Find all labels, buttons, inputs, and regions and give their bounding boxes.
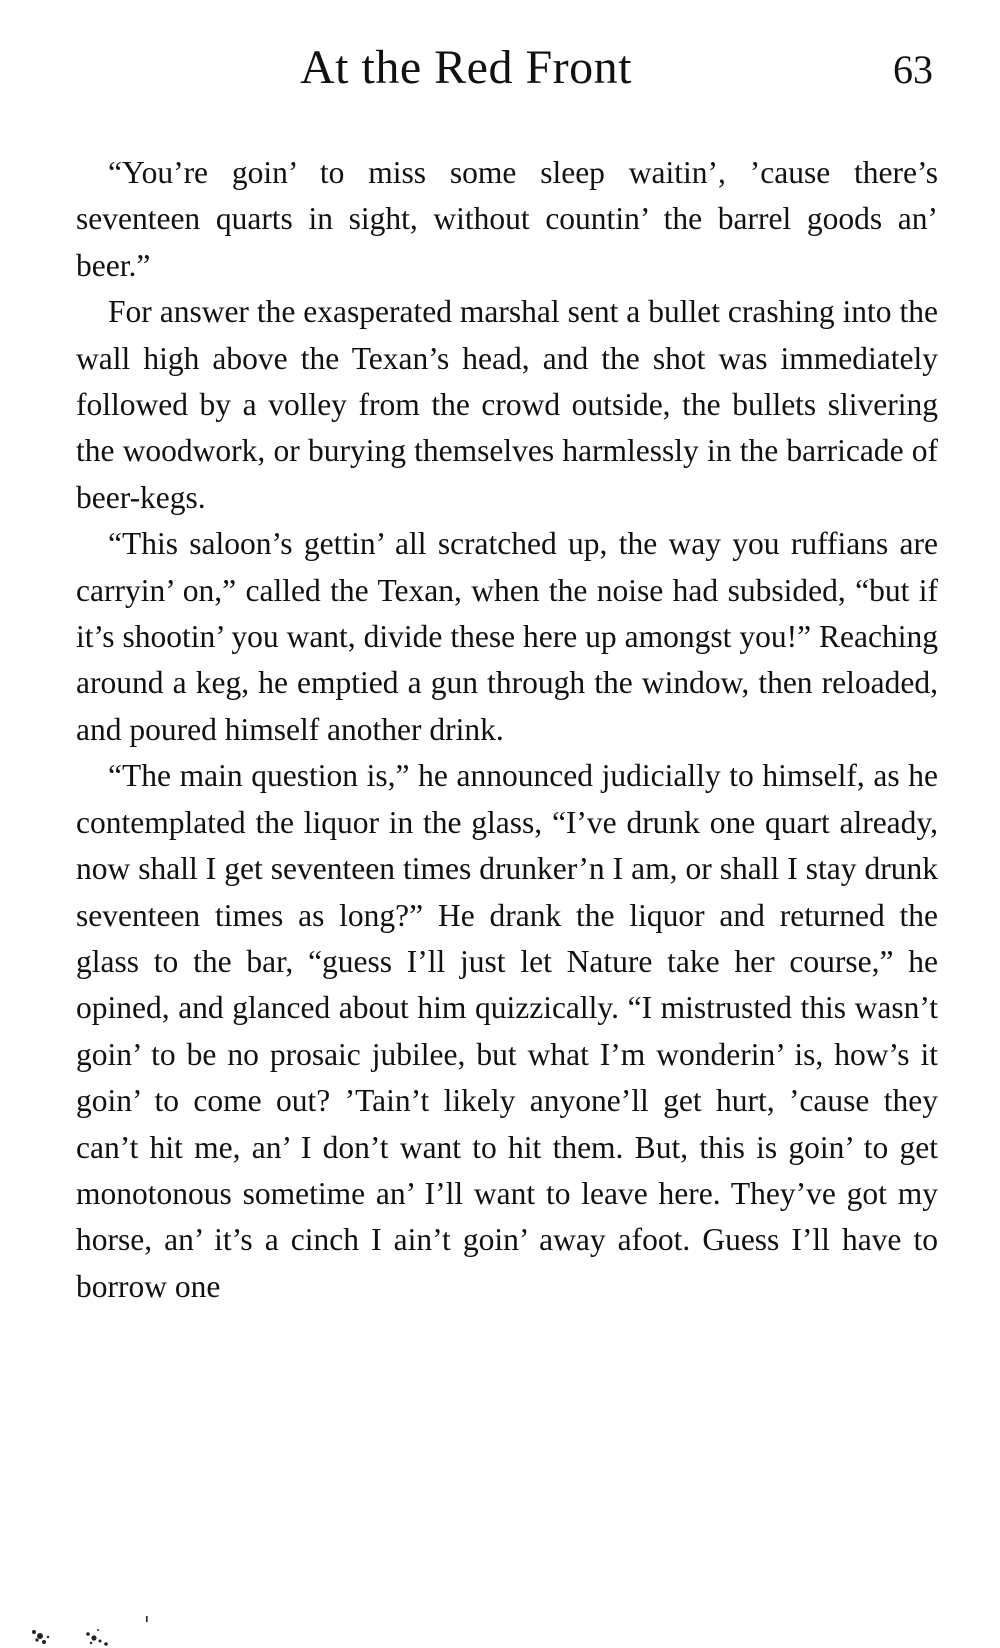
paragraph: For answer the exasperated marshal sent a bullet crashing into the wall high above the Texan’s head, and the shot was immediately followed by a volley from the crowd outside, the bullets slivering the woodwork, or burying themselves harmlessly in the barricade of beer-kegs. (76, 294, 938, 515)
paragraph: “This saloon’s gettin’ all scratched up, the way you ruffians are carryin’ on,” called the Texan, when the noise had subsided, “but if it’s shootin’ you want, divide these here up amongst you!” Reaching around a keg, he emptied a gun through the window, then reloaded, and poured himself another drink. (76, 526, 938, 747)
paragraph: “The main question is,” he announced judicially to himself, as he contemplated the liquor in the glass, “I’ve drunk one quart already, now shall I get seventeen times drunker’n I am, or shall I stay drunk seventeen times as long?” He drank the liquor and returned the glass to the bar, “guess I’ll just let Nature take her course,” he opined, and glanced about him quizzically. “I mistrusted this wasn’t goin’ to be no prosaic jubilee, but what I’m wonderin’ is, how’s it goin’ to come out? ’Tain’t likely anyone’ll get hurt, ’cause they can’t hit me, an’ I don’t want to hit them. But, this is goin’ to get monotonous sometime an’ I’ll want to leave here. They’ve got my horse, an’ it’s a cinch I ain’t goin’ away afoot. Guess I’ll have to borrow one (76, 758, 938, 1304)
body-text (76, 150, 938, 1310)
page-number: 63 (893, 47, 933, 92)
running-head (0, 40, 1000, 100)
scan-speckle-mark (28, 1610, 168, 1646)
chapter-title: At the Red Front (300, 41, 632, 94)
paragraph: “You’re goin’ to miss some sleep waitin’, ’cause there’s seventeen quarts in sight, without countin’ the barrel goods an’ beer.” (76, 155, 938, 283)
